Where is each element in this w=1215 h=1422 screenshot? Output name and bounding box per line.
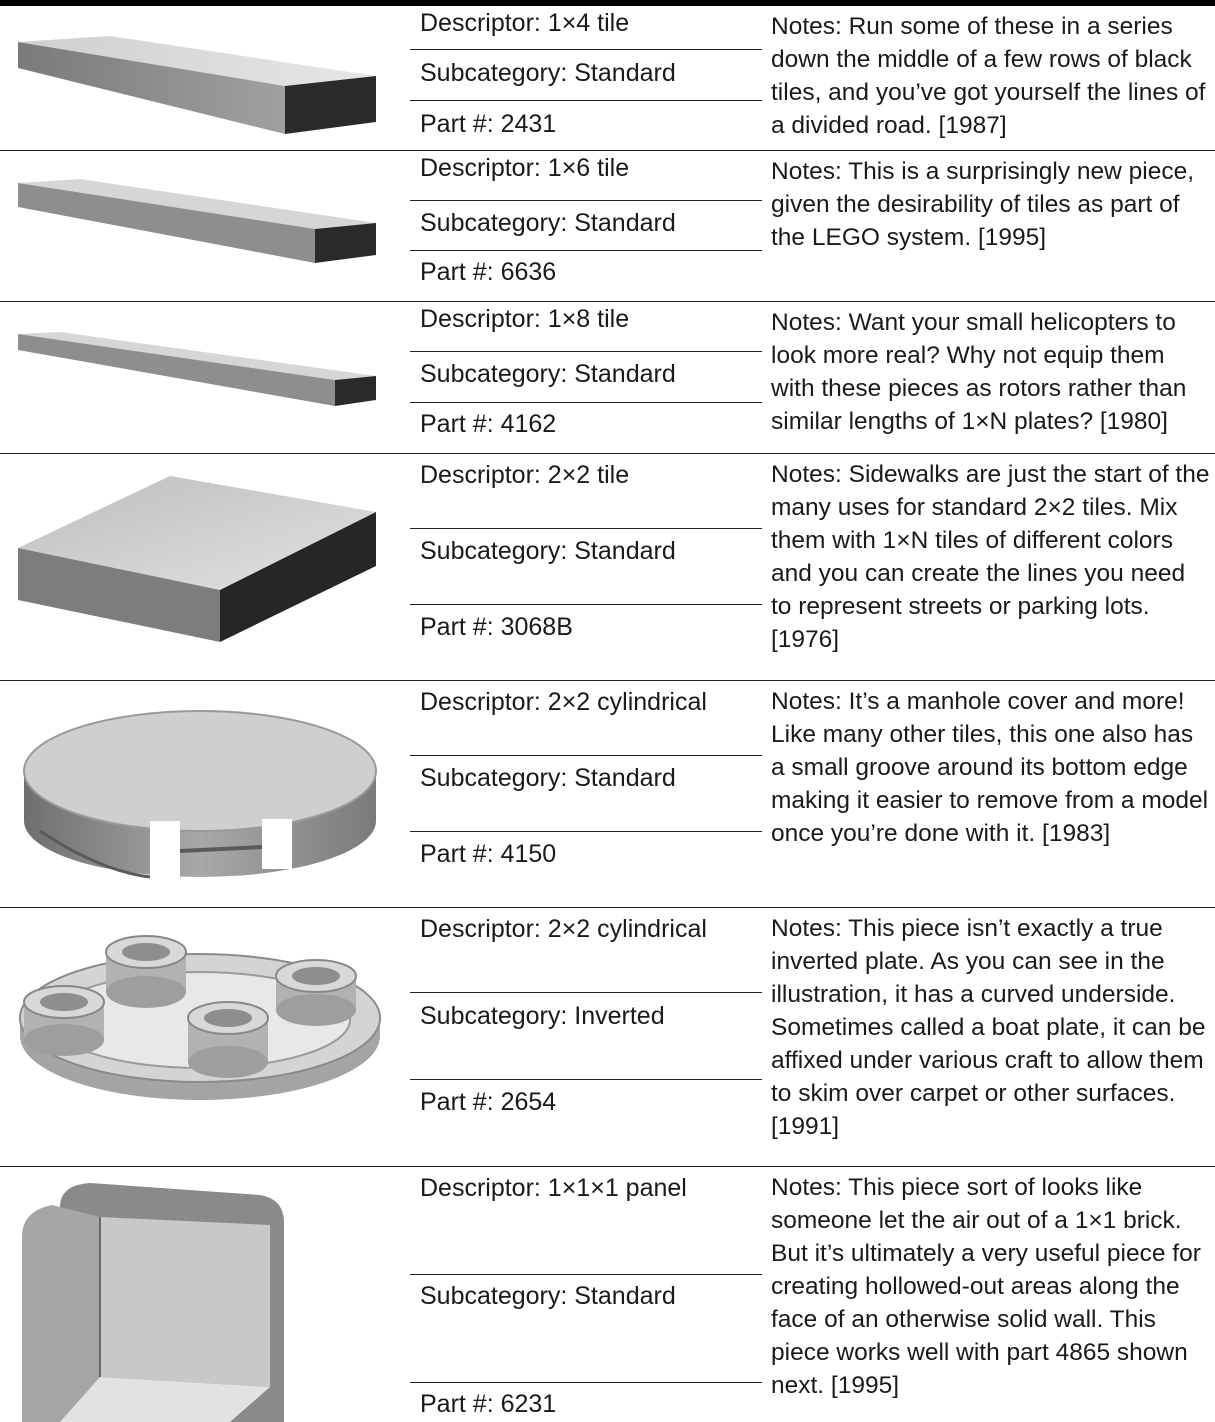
descriptor-field: Descriptor: 1×6 tile: [420, 154, 630, 182]
field-divider: [410, 1382, 762, 1383]
descriptor-field: Descriptor: 1×4 tile: [420, 9, 630, 37]
descriptor-field: Descriptor: 2×2 cylindrical: [420, 688, 707, 716]
notes-text: Notes: This piece isn’t exactly a true inverted plate. As you can see in the illustration, it has a curved underside. Sometimes called a boat plate, it can be affixed under various craft to allow them to skim over carpet or other surfaces. [1991]: [771, 915, 1206, 1140]
part-row: [0, 681, 1215, 907]
field-divider: [410, 604, 762, 605]
descriptor-field: Descriptor: 2×2 tile: [420, 461, 630, 489]
field-divider: [410, 992, 762, 993]
notes-text: Notes: Want your small helicopters to look more real? Why not equip them with these pieces as rotors rather than similar lengths of 1×N plates? [1980]: [771, 309, 1187, 435]
1x6-tile-illustration: [0, 151, 400, 301]
part-number-field: Part #: 6231: [420, 1390, 557, 1418]
part-row: [0, 454, 1215, 680]
field-divider: [410, 49, 762, 50]
part-row: [0, 151, 1215, 301]
descriptor-field: Descriptor: 2×2 cylindrical: [420, 915, 707, 943]
field-divider: [410, 755, 762, 756]
field-divider: [410, 100, 762, 101]
field-divider: [410, 402, 762, 403]
field-divider: [410, 250, 762, 251]
field-divider: [410, 1274, 762, 1275]
part-number-field: Part #: 3068B: [420, 613, 573, 641]
1x4-tile-illustration: [0, 6, 400, 150]
part-row: [0, 302, 1215, 453]
part-number-field: Part #: 2431: [420, 110, 557, 138]
part-row: [0, 1167, 1215, 1422]
notes-text: Notes: Sidewalks are just the start of the many uses for standard 2×2 tiles. Mix them with 1×N tiles of different colors and you can create the lines you need to represent streets or parking lots. [1976]: [771, 461, 1210, 653]
notes-text: Notes: This piece sort of looks like someone let the air out of a 1×1 brick. But it’s ultimately a very useful piece for creating hollowed-out areas along the face of an otherwise solid wall. This piece works well with part 4865 shown next. [1995]: [771, 1174, 1201, 1399]
field-divider: [410, 831, 762, 832]
subcategory-field: Subcategory: Standard: [420, 537, 676, 565]
notes-text: Notes: It’s a manhole cover and more! Like many other tiles, this one also has a small groove around its bottom edge making it easier to remove from a model once you’re done with it. [1983]: [771, 688, 1209, 847]
part-number-field: Part #: 6636: [420, 258, 557, 286]
part-row: [0, 6, 1215, 150]
field-divider: [410, 1079, 762, 1080]
part-number-field: Part #: 4162: [420, 410, 557, 438]
subcategory-field: Subcategory: Standard: [420, 360, 676, 388]
notes-text: Notes: Run some of these in a series down the middle of a few rows of black tiles, and you’ve got yourself the lines of a divided road. [1987]: [771, 13, 1206, 139]
part-row: [0, 908, 1215, 1166]
round-tile-illustration: [0, 681, 400, 907]
descriptor-field: Descriptor: 1×1×1 panel: [420, 1174, 687, 1202]
corner-panel-illustration: [0, 1167, 400, 1422]
1x8-tile-illustration: [0, 302, 400, 453]
notes-text: Notes: This is a surprisingly new piece, given the desirability of tiles as part of the LEGO system. [1995]: [771, 158, 1195, 251]
subcategory-field: Subcategory: Standard: [420, 764, 676, 792]
subcategory-field: Subcategory: Standard: [420, 1282, 676, 1310]
subcategory-field: Subcategory: Standard: [420, 59, 676, 87]
round-plate-illustration: [0, 908, 400, 1166]
part-number-field: Part #: 4150: [420, 840, 557, 868]
2x2-tile-illustration: [0, 454, 400, 680]
field-divider: [410, 528, 762, 529]
field-divider: [410, 351, 762, 352]
field-divider: [410, 200, 762, 201]
descriptor-field: Descriptor: 1×8 tile: [420, 305, 630, 333]
subcategory-field: Subcategory: Standard: [420, 209, 676, 237]
part-number-field: Part #: 2654: [420, 1088, 557, 1116]
subcategory-field: Subcategory: Inverted: [420, 1002, 665, 1030]
